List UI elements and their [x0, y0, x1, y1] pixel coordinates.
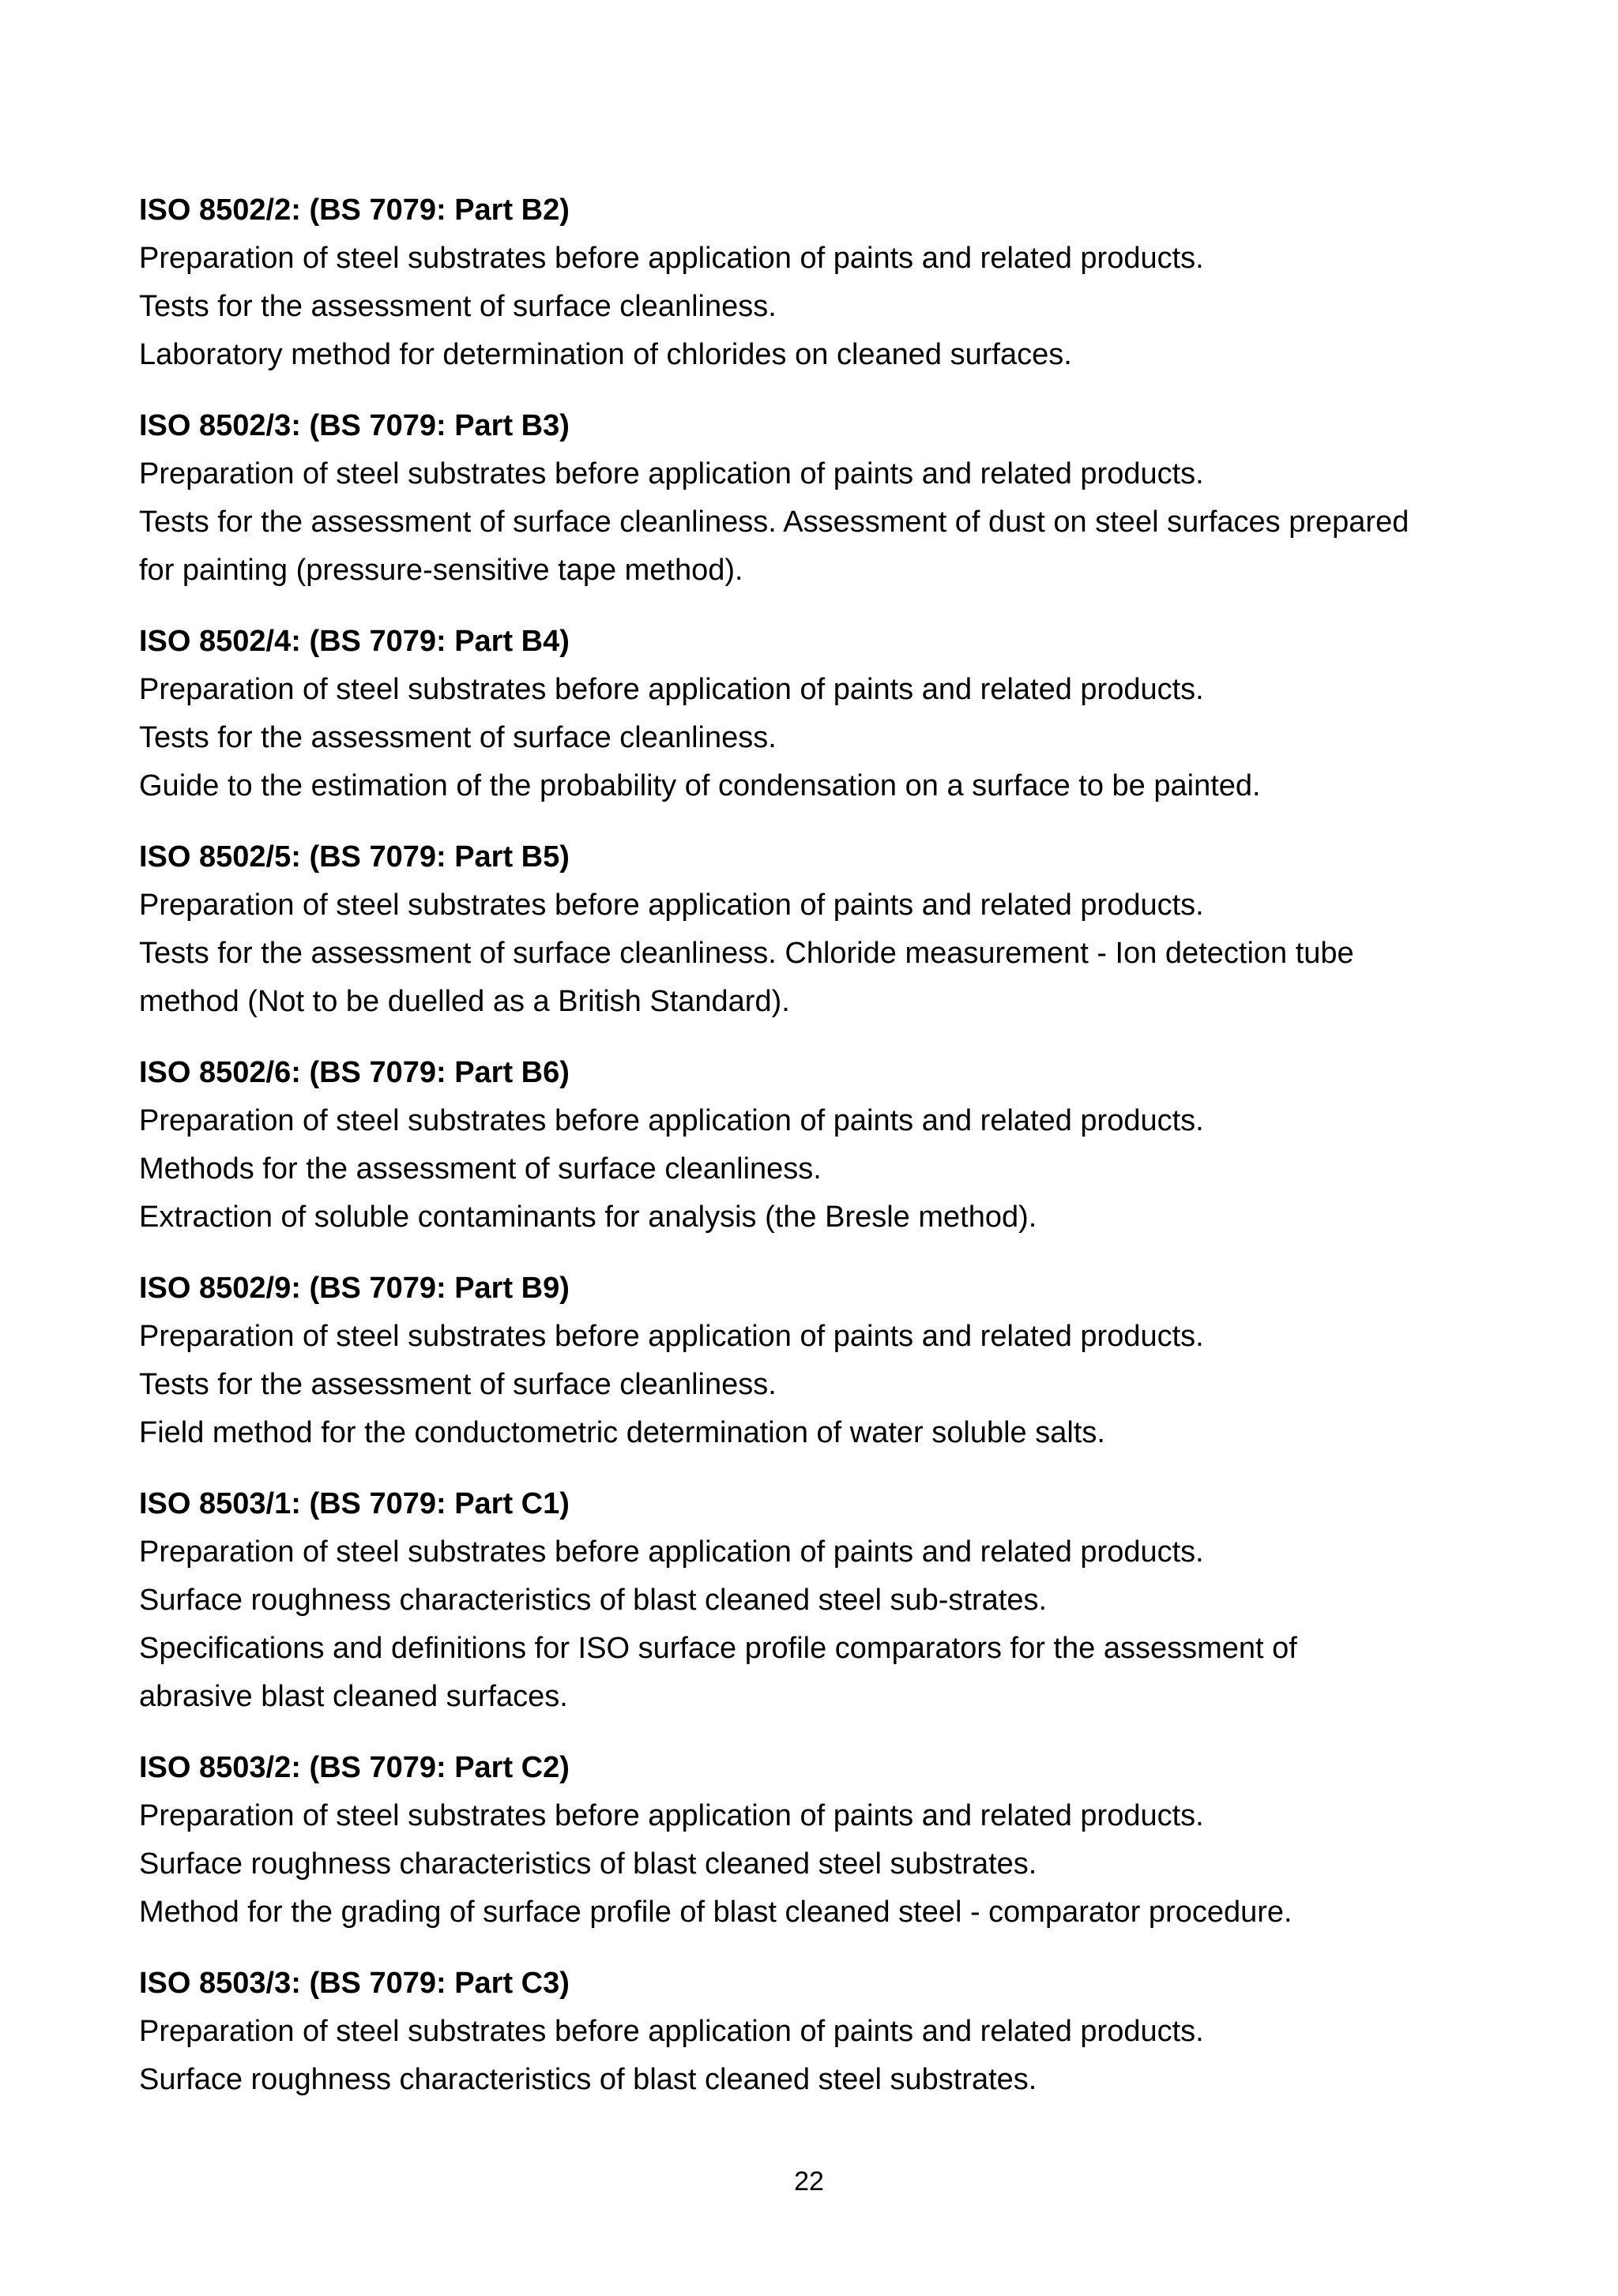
standard-description-line: Surface roughness characteristics of blast cleaned steel sub-strates. — [139, 1584, 1048, 1617]
standard-description-line: Preparation of steel substrates before application of paints and related products. — [139, 1104, 1204, 1137]
standard-description-line: Tests for the assessment of surface cleanliness. Chloride measurement - Ion detection tube — [139, 937, 1354, 970]
standard-heading: ISO 8502/4: (BS 7079: Part B4) — [139, 625, 570, 658]
standard-description-line: Laboratory method for determination of chlorides on cleaned surfaces. — [139, 338, 1072, 371]
standard-entry-8503-1 — [139, 1480, 1498, 1721]
standard-heading: ISO 8502/9: (BS 7079: Part B9) — [139, 1272, 570, 1305]
standard-heading: ISO 8502/2: (BS 7079: Part B2) — [139, 194, 570, 227]
standard-description-line: Surface roughness characteristics of blast cleaned steel substrates. — [139, 2063, 1037, 2096]
standard-description-line: abrasive blast cleaned surfaces. — [139, 1680, 568, 1713]
standard-description-line: for painting (pressure-sensitive tape method). — [139, 554, 743, 587]
standard-heading: ISO 8502/6: (BS 7079: Part B6) — [139, 1056, 570, 1089]
standard-description-line: Tests for the assessment of surface cleanliness. — [139, 1368, 777, 1401]
standard-entry-8502-2 — [139, 186, 1498, 379]
standard-description-line: method (Not to be duelled as a British Standard). — [139, 985, 790, 1018]
standard-entry-8502-9 — [139, 1264, 1498, 1457]
standard-description-line: Guide to the estimation of the probability of condensation on a surface to be painted. — [139, 769, 1261, 802]
standard-entry-8502-4 — [139, 618, 1498, 810]
standard-description-line: Tests for the assessment of surface cleanliness. Assessment of dust on steel surfaces prepared — [139, 505, 1409, 539]
standard-description-line: Preparation of steel substrates before application of paints and related products. — [139, 2015, 1204, 2048]
standard-heading: ISO 8503/1: (BS 7079: Part C1) — [139, 1487, 570, 1520]
standard-description-line: Preparation of steel substrates before application of paints and related products. — [139, 457, 1204, 490]
standard-description-line: Tests for the assessment of surface cleanliness. — [139, 290, 777, 323]
standard-description-line: Preparation of steel substrates before application of paints and related products. — [139, 1799, 1204, 1832]
standard-description-line: Surface roughness characteristics of blast cleaned steel substrates. — [139, 1847, 1037, 1881]
standard-description-line: Preparation of steel substrates before application of paints and related products. — [139, 673, 1204, 706]
standard-entry-8503-3 — [139, 1960, 1498, 2104]
standard-heading: ISO 8503/2: (BS 7079: Part C2) — [139, 1751, 570, 1784]
standard-description-line: Preparation of steel substrates before application of paints and related products. — [139, 1535, 1204, 1569]
standard-heading: ISO 8502/3: (BS 7079: Part B3) — [139, 409, 570, 442]
standard-description-line: Specifications and definitions for ISO surface profile comparators for the assessment of — [139, 1632, 1297, 1665]
standard-description-line: Field method for the conductometric determination of water soluble salts. — [139, 1416, 1105, 1449]
page-number: 22 — [794, 2166, 824, 2196]
standard-entry-8502-6 — [139, 1049, 1498, 1242]
standard-entry-8502-5 — [139, 833, 1498, 1026]
standard-description-line: Method for the grading of surface profile of blast cleaned steel - comparator procedure. — [139, 1896, 1293, 1929]
standard-entry-8503-2 — [139, 1744, 1498, 1937]
standard-description-line: Tests for the assessment of surface cleanliness. — [139, 721, 777, 754]
standard-entry-8502-3 — [139, 402, 1498, 595]
standard-description-line: Preparation of steel substrates before application of paints and related products. — [139, 889, 1204, 922]
standard-heading: ISO 8503/3: (BS 7079: Part C3) — [139, 1967, 570, 2000]
standard-description-line: Extraction of soluble contaminants for analysis (the Bresle method). — [139, 1201, 1037, 1234]
standard-description-line: Preparation of steel substrates before application of paints and related products. — [139, 242, 1204, 275]
standard-description-line: Preparation of steel substrates before application of paints and related products. — [139, 1320, 1204, 1353]
standard-description-line: Methods for the assessment of surface cleanliness. — [139, 1152, 822, 1186]
standard-heading: ISO 8502/5: (BS 7079: Part B5) — [139, 840, 570, 874]
page-content — [139, 186, 1498, 2127]
